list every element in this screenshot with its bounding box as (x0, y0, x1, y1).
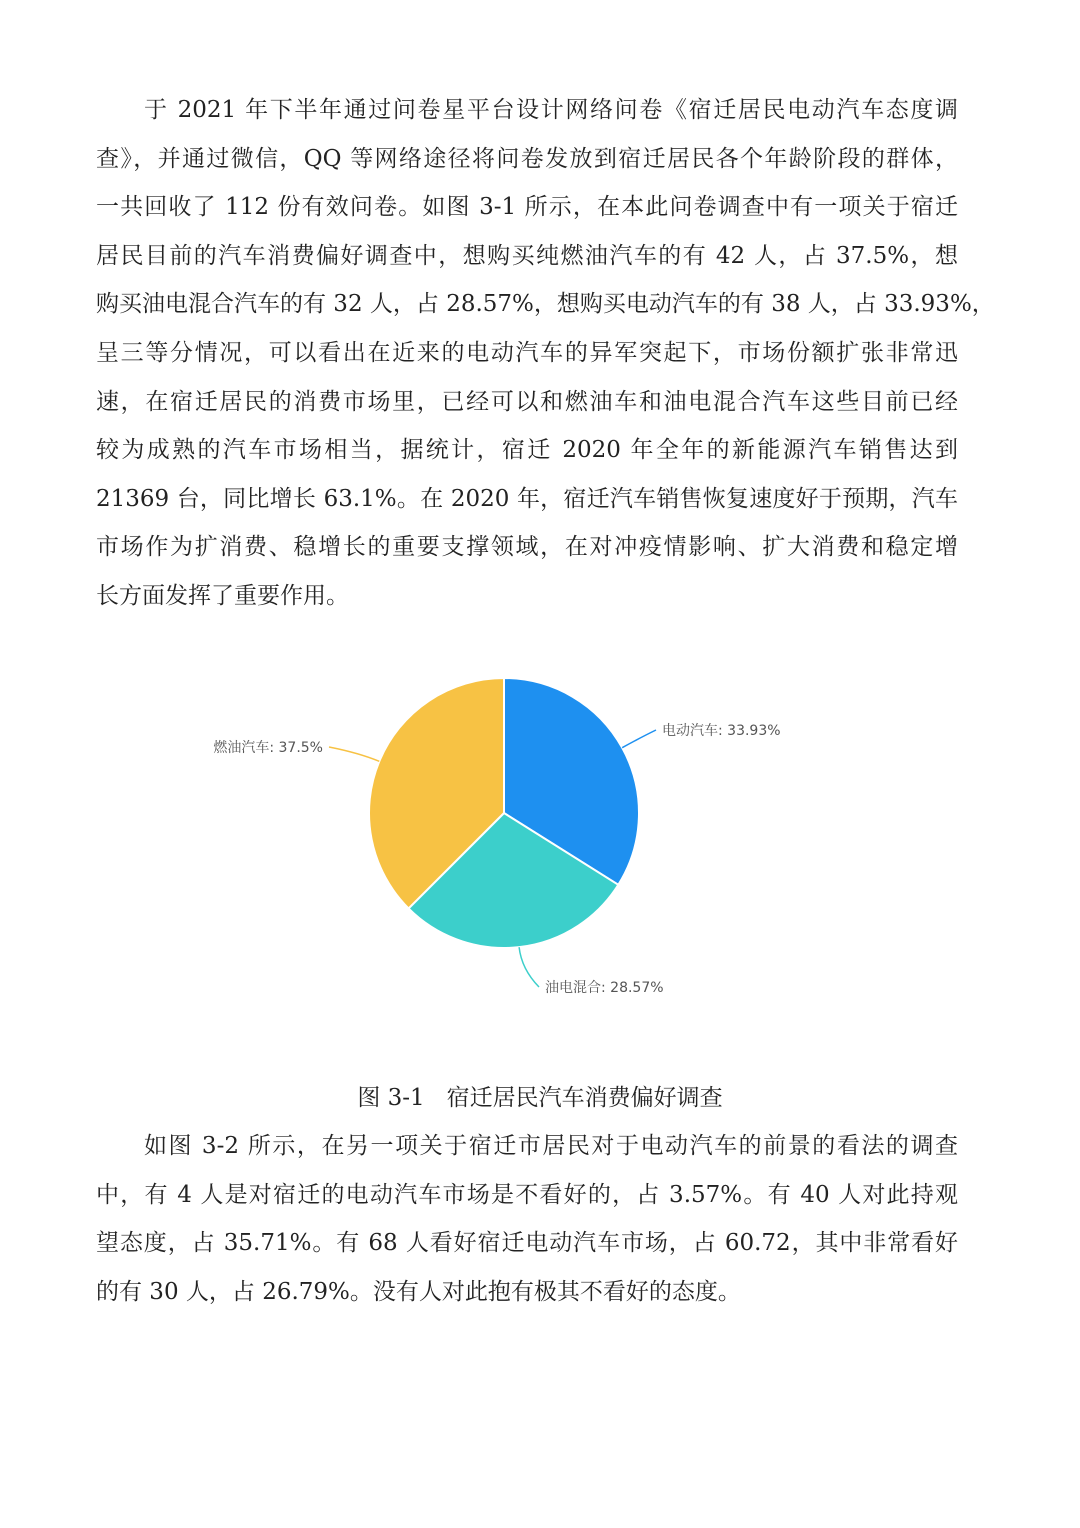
paragraph-line: 中，有 4 人是对宿迁的电动汽车市场是不看好的，占 3.57%。有 40 人对此持观 (96, 1181, 958, 1208)
paragraph-line: 市场作为扩消费、稳增长的重要支撑领域，在对冲疫情影响、扩大消费和稳定增 (96, 534, 958, 561)
paragraph-line: 一共回收了 112 份有效问卷。如图 3-1 所示，在本此问卷调查中有一项关于宿迁 (96, 194, 958, 221)
paragraph-line: 较为成熟的汽车市场相当，据统计，宿迁 2020 年全年的新能源汽车销售达到 (96, 437, 958, 464)
slice-label: 燃油汽车: 37.5% (213, 740, 323, 756)
paragraph-line: 居民目前的汽车消费偏好调查中，想购买纯燃油汽车的有 42 人，占 37.5%，想 (96, 242, 958, 269)
paragraph-line: 查》，并通过微信，QQ 等网络途径将问卷发放到宿迁居民各个年龄阶段的群体， (96, 145, 958, 172)
figure-caption-number: 图 3-1 (357, 1085, 425, 1111)
leader-line (519, 947, 539, 987)
leader-line (622, 730, 656, 748)
slice-label: 油电混合: 28.57% (545, 980, 664, 996)
pie-chart (150, 640, 930, 1040)
leader-line (329, 747, 379, 761)
paragraph-line: 长方面发挥了重要作用。 (96, 582, 349, 609)
paragraph-line: 如图 3-2 所示，在另一项关于宿迁市居民对于电动汽车的前景的看法的调查 (144, 1133, 958, 1159)
paragraph-line: 的有 30 人，占 26.79%。没有人对此抱有极其不看好的态度。 (96, 1278, 741, 1305)
paragraph-line: 呈三等分情况，可以看出在近来的电动汽车的异军突起下，市场份额扩张非常迅 (96, 339, 958, 366)
paragraph-line: 望态度，占 35.71%。有 68 人看好宿迁电动汽车市场，占 60.72，其中非常看好 (96, 1230, 958, 1257)
figure-caption-text: 宿迁居民汽车消费偏好调查 (446, 1085, 723, 1111)
paragraph-line: 21369 台，同比增长 63.1%。在 2020 年，宿迁汽车销售恢复速度好于预期，汽车 (96, 485, 958, 512)
slice-label: 电动汽车: 33.93% (662, 723, 781, 739)
paragraph-outlook-survey (96, 1122, 958, 1316)
paragraph-line: 购买油电混合汽车的有 32 人，占 28.57%，想购买电动汽车的有 38 人，占 33.93%， (96, 291, 995, 318)
figure-caption (0, 1078, 1080, 1118)
pie-slices (369, 678, 639, 948)
paragraph-line: 速，在宿迁居民的消费市场里，已经可以和燃油车和油电混合汽车这些目前已经 (96, 388, 958, 415)
paragraph-survey-intro (96, 86, 995, 621)
paragraph-line: 于 2021 年下半年通过问卷星平台设计网络问卷《宿迁居民电动汽车态度调 (144, 97, 958, 123)
